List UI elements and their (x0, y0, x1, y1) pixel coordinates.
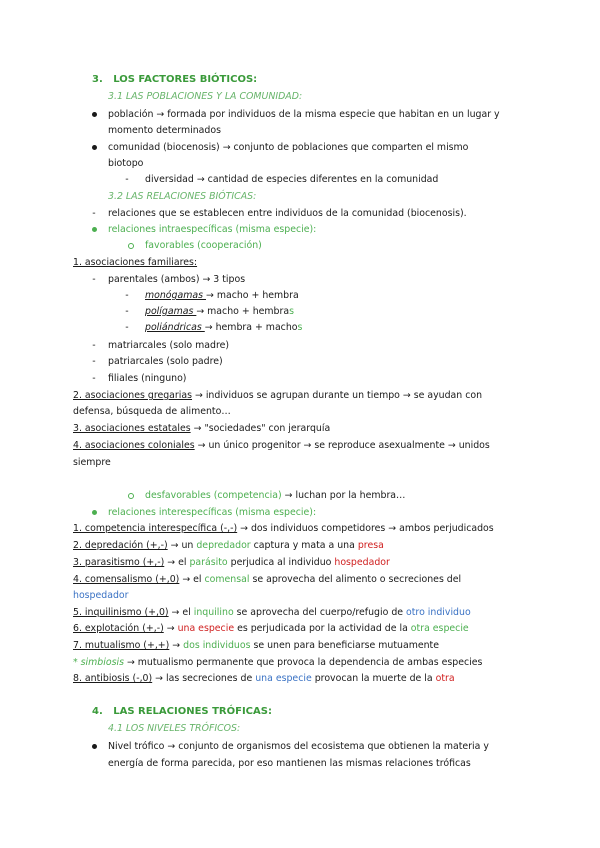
antibiosis-line (73, 672, 455, 686)
parasitismo-term: 3. parasitismo (+,-) (73, 557, 165, 568)
antibiosis-term: 8. antibiosis (-,0) (73, 673, 153, 684)
dos-individuos-word: dos individuos (183, 640, 251, 651)
antibiosis-text-b: provocan la muerte de la (311, 673, 436, 684)
comunidad-def-cont: biotopo (108, 158, 144, 169)
mutualismo-term: 7. mutualismo (+,+) (73, 640, 170, 651)
bullet-dot-icon (91, 740, 97, 754)
coloniales-def-cont: siempre (73, 457, 111, 468)
bullet-green-circle-icon (128, 239, 134, 253)
coloniales-def: → un único progenitor → se reproduce asexualmente → unidos (194, 440, 490, 451)
bullet-dash-icon: - (92, 340, 96, 351)
inquilinismo-term: 5. inquilinismo (+,0) (73, 607, 169, 618)
section-3-heading (92, 73, 257, 87)
competencia-def: → dos individuos competidores → ambos perjudicados (237, 523, 494, 534)
mutualismo-text-a: → (169, 640, 184, 651)
mutualismo-text-b: se unen para beneficiarse mutuamente (250, 640, 439, 651)
comensalismo-term: 4. comensalismo (+,0) (73, 574, 180, 585)
parasito-word: parásito (189, 557, 228, 568)
asociaciones-familiares-heading: 1. asociaciones familiares: (73, 257, 198, 268)
relaciones-line: relaciones que se establecen entre individuos de la comunidad (biocenosis). (108, 208, 467, 219)
explotacion-term: 6. explotación (+,-) (73, 623, 164, 634)
otra-especie-word: otra especie (410, 623, 469, 634)
bullet-green-dot-icon (91, 506, 97, 520)
inquilino-word: inquilino (193, 607, 234, 618)
desfavorables-line (145, 489, 405, 503)
bullet-dash-icon: - (92, 274, 96, 285)
bullet-green-circle-icon (128, 489, 134, 503)
gregarias-line (73, 389, 482, 403)
simbiosis-def: → mutualismo permanente que provoca la dependencia de ambas especies (123, 657, 483, 668)
poblacion-term: población (108, 109, 154, 120)
comensal-word: comensal (204, 574, 250, 585)
comensalismo-text-a: → el (179, 574, 205, 585)
competencia-line (73, 522, 494, 536)
filiales-line: filiales (ninguno) (108, 373, 187, 384)
bullet-dash-icon: - (125, 174, 129, 185)
bullet-dash-icon: - (92, 356, 96, 367)
competencia-term: 1. competencia interespecífica (-,-) (73, 523, 238, 534)
gregarias-def-cont: defensa, búsqueda de alimento… (73, 406, 231, 417)
poliandricas-line (145, 321, 302, 335)
monogamas-def: → macho + hembra (205, 290, 299, 301)
section-4-title: LAS RELACIONES TRÓFICAS: (113, 706, 272, 717)
simbiosis-term: * simbiosis (73, 657, 124, 668)
monogamas-term: monógamas (145, 290, 206, 301)
comunidad-line: comunidad (biocenosis) → conjunto de poblaciones que comparten el mismo (108, 142, 469, 153)
explotacion-line (73, 622, 469, 636)
antibiosis-una-especie-word: una especie (255, 673, 312, 684)
intraespecificas-line: relaciones intraespecíficas (misma especie): (108, 224, 317, 235)
poligamas-def: → macho + hembra (196, 306, 290, 317)
depredacion-line (73, 539, 384, 553)
bullet-dot-icon (91, 108, 97, 122)
nivel-trofico-line: Nivel trófico → conjunto de organismos del ecosistema que obtienen la materia y (108, 741, 489, 752)
estatales-def: → "sociedades" con jerarquía (190, 423, 331, 434)
favorables-line: favorables (cooperación) (145, 240, 262, 251)
coloniales-line (73, 439, 490, 453)
otro-individuo-word: otro individuo (406, 607, 471, 618)
depredacion-text-b: captura y mata a una (250, 540, 358, 551)
diversidad-line: diversidad → cantidad de especies diferentes en la comunidad (145, 174, 439, 185)
subheading-4-1: 4.1 LOS NIVELES TRÓFICOS: (108, 723, 241, 734)
poligamas-line (145, 305, 294, 319)
bullet-dash-icon: - (92, 373, 96, 384)
bullet-green-dot-icon (91, 223, 97, 237)
section-3-title: LOS FACTORES BIÓTICOS: (113, 74, 258, 85)
parasitismo-text-b: perjudica al individuo (227, 557, 335, 568)
depredacion-term: 2. depredación (+,-) (73, 540, 168, 551)
section-4-heading (92, 705, 272, 719)
estatales-line (73, 422, 330, 436)
coloniales-term: 4. asociaciones coloniales (73, 440, 195, 451)
poligamas-tail: s (289, 306, 294, 317)
simbiosis-line (73, 656, 482, 670)
depredador-word: depredador (196, 540, 251, 551)
parentales-line: parentales (ambos) → 3 tipos (108, 274, 246, 285)
comensalismo-hospedador-word: hospedador (73, 590, 129, 601)
una-especie-word: una especie (177, 623, 235, 634)
parasitismo-text-a: → el (164, 557, 190, 568)
gregarias-term: 2. asociaciones gregarias (73, 390, 193, 401)
bullet-dash-icon: - (125, 322, 129, 333)
monogamas-line (145, 289, 299, 303)
section-4-number: 4. (92, 706, 103, 717)
depredacion-text-a: → un (167, 540, 197, 551)
nivel-trofico-def-cont: energía de forma parecida, por eso mantienen las mismas relaciones tróficas (108, 758, 471, 769)
bullet-dot-icon (91, 141, 97, 155)
comensalismo-text-b: se aprovecha del alimento o secreciones del (249, 574, 462, 585)
section-3-number: 3. (92, 74, 103, 85)
patriarcales-line: patriarcales (solo padre) (108, 356, 223, 367)
explotacion-text-b: es perjudicada por la actividad de la (234, 623, 411, 634)
bullet-dash-icon: - (125, 290, 129, 301)
bullet-dash-icon: - (92, 208, 96, 219)
poliandricas-tail: s (297, 322, 303, 333)
matriarcales-line: matriarcales (solo madre) (108, 340, 230, 351)
poliandricas-term: poliándricas (145, 322, 205, 333)
antibiosis-text-a: → las secreciones de (152, 673, 256, 684)
interespecificas-line: relaciones interespecíficas (misma especie): (108, 507, 317, 518)
inquilinismo-text-a: → el (168, 607, 194, 618)
parasitismo-line (73, 556, 390, 570)
subheading-3-1: 3.1 LAS POBLACIONES Y LA COMUNIDAD: (108, 91, 303, 102)
inquilinismo-line (73, 606, 471, 620)
poblacion-line (108, 108, 500, 122)
poliandricas-def: → hembra + macho (204, 322, 298, 333)
subheading-3-2: 3.2 LAS RELACIONES BIÓTICAS: (108, 191, 257, 202)
desfavorables-def: → luchan por la hembra… (281, 490, 406, 501)
presa-word: presa (357, 540, 384, 551)
antibiosis-otra-word: otra (435, 673, 455, 684)
desfavorables-term: desfavorables (competencia) (145, 490, 282, 501)
comensalismo-line (73, 573, 461, 587)
hospedador-word: hospedador (334, 557, 390, 568)
bullet-dash-icon: - (125, 306, 129, 317)
explotacion-text-a: → (163, 623, 178, 634)
poblacion-def-cont: momento determinados (108, 125, 221, 136)
poligamas-term: polígamas (145, 306, 197, 317)
poblacion-def: → formada por individuos de la misma especie que habitan en un lugar y (153, 109, 500, 120)
mutualismo-line (73, 639, 439, 653)
gregarias-def: → individuos se agrupan durante un tiempo → se ayudan con (192, 390, 483, 401)
estatales-term: 3. asociaciones estatales (73, 423, 191, 434)
inquilinismo-text-b: se aprovecha del cuerpo/refugio de (233, 607, 407, 618)
